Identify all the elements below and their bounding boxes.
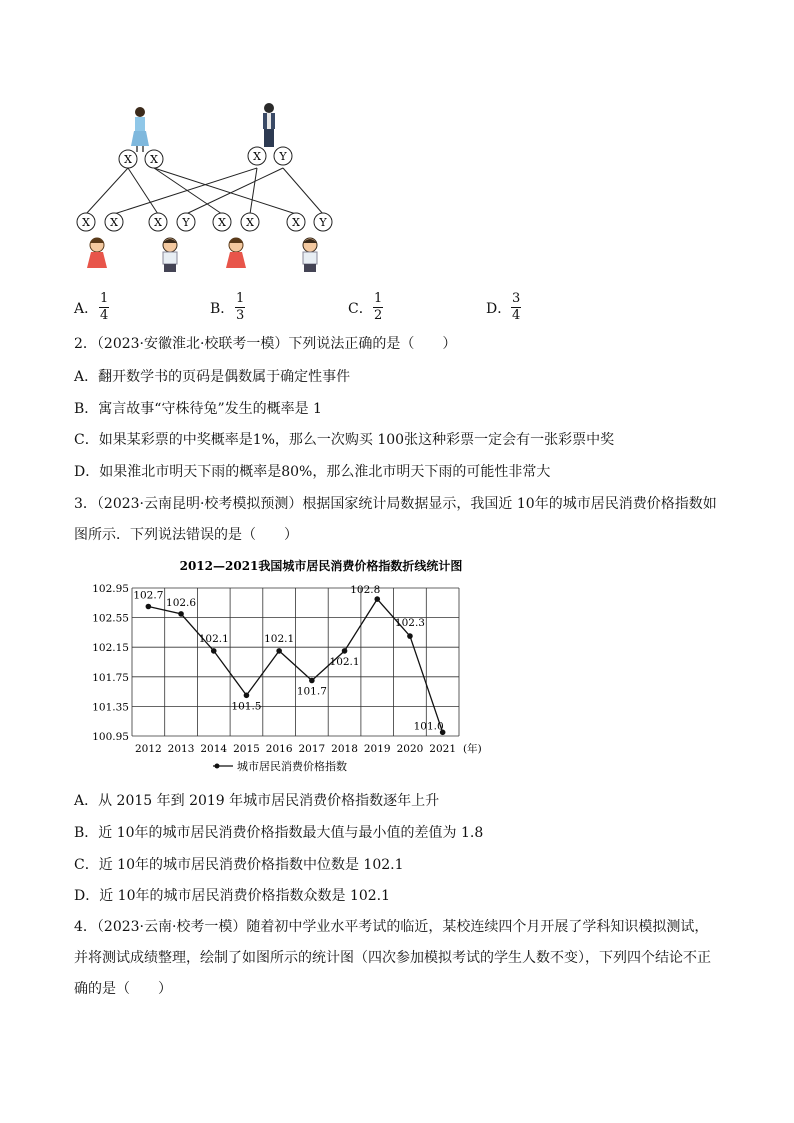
svg-text:X: X [82,216,90,229]
data-label: 101.0 [413,720,444,733]
q2-option-b[interactable]: B．寓言故事“守株待兔”发生的概率是 1 [74,401,322,417]
father-figure-icon [263,103,275,147]
svg-text:X: X [292,216,300,229]
node-child3-x1 [213,213,231,231]
svg-text:X: X [124,153,132,166]
x-tick-label: 2016 [265,743,293,755]
data-labels [133,584,443,732]
numerator: 1 [100,291,109,306]
q2-option-c[interactable]: C．如果某彩票的中奖概率是1%，那么一次购买 100张这种彩票一定会有一张彩票中奖 [74,432,615,448]
q2-stem: 2．（2023·安徽淮北·校联考一模）下列说法正确的是（ ） [74,336,457,352]
data-label: 102.6 [166,596,197,609]
x-tick-label: 2012 [134,743,162,755]
data-point [244,693,250,699]
data-label: 102.7 [133,589,164,602]
x-tick-label: 2013 [167,743,195,755]
node-child4-y [314,213,332,231]
data-label: 102.8 [350,584,381,597]
data-label: 102.1 [198,632,229,645]
x-tick-label: 2015 [233,743,260,755]
x-axis-unit: (年) [463,743,482,755]
genetics-diagram [72,102,362,282]
node-child1-x2 [105,213,123,231]
denominator: 4 [512,308,521,323]
fraction [235,291,245,324]
denominator: 4 [100,308,109,323]
option-letter: B． [210,301,235,317]
node-child4-x [287,213,305,231]
option-letter: C． [348,301,373,317]
q3-option-c[interactable]: C．近 10年的城市居民消费价格指数中位数是 102.1 [74,857,404,873]
data-point [309,678,315,684]
q3-stem: 3．（2023·云南昆明·校考模拟预测）根据国家统计局数据显示，我国近 10年的城市居民消费价格指数如图所示．下列说法错误的是（ ） [74,496,717,543]
y-axis-ticks [92,583,129,743]
y-tick-label: 101.75 [92,671,129,684]
denominator: 3 [236,308,245,323]
svg-text:Y: Y [279,150,287,163]
data-point [407,633,413,639]
x-tick-label: 2018 [331,743,358,755]
node-child1-x1 [77,213,95,231]
node-child3-x2 [241,213,259,231]
legend-label: 城市居民消费价格指数 [237,760,347,773]
data-label: 101.5 [231,700,262,713]
node-mother-x1 [119,150,137,168]
legend [213,759,347,773]
denominator: 2 [374,308,383,323]
data-point [178,611,184,617]
chart-title: 2012—2021我国城市居民消费价格指数折线统计图 [179,559,463,573]
x-tick-label: 2019 [363,743,391,755]
fraction [373,291,383,324]
data-point [211,648,217,654]
svg-text:X: X [253,150,261,163]
node-child2-x [149,213,167,231]
q3-option-b[interactable]: B．近 10年的城市居民消费价格指数最大值与最小值的差值为 1.8 [74,825,484,841]
fraction [99,291,109,324]
girl-figure-icon [87,238,107,268]
y-tick-label: 102.55 [92,612,129,625]
data-label: 102.1 [329,655,360,668]
svg-text:X: X [150,153,158,166]
data-label: 102.1 [264,632,295,645]
x-axis-ticks [135,742,482,755]
node-mother-x2 [145,150,163,168]
boy-figure-icon [303,238,317,272]
option-letter: A． [74,301,99,317]
y-tick-label: 102.95 [92,583,129,595]
mother-figure-icon [131,107,149,152]
svg-text:X: X [154,216,162,229]
chart-grid [132,588,459,736]
legend-marker [215,764,220,769]
y-tick-label: 100.95 [92,731,129,743]
node-child2-y [177,213,195,231]
q3-option-d[interactable]: D．近 10年的城市居民消费价格指数众数是 102.1 [74,888,391,904]
fraction [511,291,521,324]
data-point [342,648,348,654]
q2-option-d[interactable]: D．如果淮北市明天下雨的概率是80%，那么淮北市明天下雨的可能性非常大 [74,464,551,480]
girl-figure-icon [226,238,246,268]
data-label: 101.7 [296,685,327,698]
x-tick-label: 2021 [429,743,457,755]
numerator: 1 [374,291,383,306]
data-label: 102.3 [394,617,425,630]
node-father-x [248,147,266,165]
cpi-line-chart [92,556,516,776]
svg-text:Y: Y [182,216,190,229]
node-father-y [274,147,292,165]
x-tick-label: 2020 [396,743,424,755]
svg-text:X: X [246,216,254,229]
svg-text:X: X [110,216,118,229]
numerator: 3 [512,291,521,306]
q3-option-a[interactable]: A．从 2015 年到 2019 年城市居民消费价格指数逐年上升 [74,793,440,809]
data-point [146,604,152,610]
svg-text:Y: Y [319,216,327,229]
y-tick-label: 101.35 [92,701,129,714]
q4-stem: 4．（2023·云南·校考一模）随着初中学业水平考试的临近，某校连续四个月开展了学科知识模拟测试，并将测试成绩整理，绘制了如图所示的统计图（四次参加模拟考试的学生人数不变），下列四个结论不正确的是（ ） [74,919,711,997]
svg-text:X: X [218,216,226,229]
option-letter: D． [486,301,512,317]
q2-option-a[interactable]: A．翻开数学书的页码是偶数属于确定性事件 [74,369,351,385]
boy-figure-icon [163,238,177,272]
x-tick-label: 2014 [200,743,228,755]
y-tick-label: 102.15 [92,642,129,655]
data-point [276,648,282,654]
numerator: 1 [236,291,245,306]
data-point [374,596,380,602]
x-tick-label: 2017 [298,743,326,755]
